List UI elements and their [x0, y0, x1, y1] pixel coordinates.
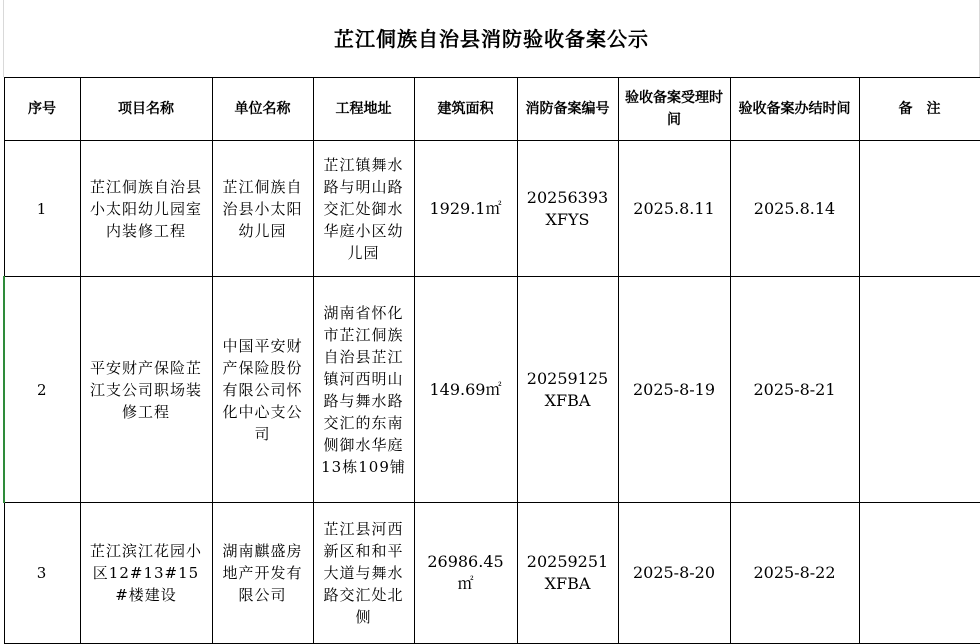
cell-address: 芷江县河西新区和和平大道与舞水路交汇处北侧 [313, 503, 414, 644]
cell-project: 平安财产保险芷江支公司职场装修工程 [80, 277, 212, 503]
header-unit: 单位名称 [212, 78, 313, 141]
cell-no: 2 [4, 277, 80, 503]
cell-unit: 芷江侗族自治县小太阳幼儿园 [212, 141, 313, 277]
cell-remark [859, 141, 980, 277]
cell-no: 3 [4, 503, 80, 644]
header-record-no: 消防备案编号 [517, 78, 618, 141]
page-title: 芷江侗族自治县消防验收备案公示 [334, 26, 649, 51]
cell-area: 1929.1㎡ [414, 141, 517, 277]
cell-finish-time: 2025-8-22 [730, 503, 859, 644]
cell-record-no: 20259125XFBA [517, 277, 618, 503]
cell-remark [859, 277, 980, 503]
header-accept-time: 验收备案受理时间 [618, 78, 730, 141]
cell-project: 芷江滨江花园小区12#13#15#楼建设 [80, 503, 212, 644]
header-address: 工程地址 [313, 78, 414, 141]
table-row [4, 141, 980, 277]
cell-remark [859, 503, 980, 644]
title-row [3, 0, 980, 77]
header-project: 项目名称 [80, 78, 212, 141]
cell-address: 湖南省怀化市芷江侗族自治县芷江镇河西明山路与舞水路交汇的东南侧御水华庭13栋109铺 [313, 277, 414, 503]
cell-record-no: 20256393XFYS [517, 141, 618, 277]
cell-area: 26986.45㎡ [414, 503, 517, 644]
header-row [4, 78, 980, 141]
cell-finish-time: 2025-8-21 [730, 277, 859, 503]
header-remark: 备 注 [859, 78, 980, 141]
table-row [4, 503, 980, 644]
header-area: 建筑面积 [414, 78, 517, 141]
cell-area: 149.69㎡ [414, 277, 517, 503]
cell-accept-time: 2025-8-20 [618, 503, 730, 644]
cell-accept-time: 2025.8.11 [618, 141, 730, 277]
header-no: 序号 [4, 78, 80, 141]
cell-finish-time: 2025.8.14 [730, 141, 859, 277]
cell-unit: 湖南麒盛房地产开发有限公司 [212, 503, 313, 644]
cell-project: 芷江侗族自治县小太阳幼儿园室内装修工程 [80, 141, 212, 277]
cell-address: 芷江镇舞水路与明山路交汇处御水华庭小区幼儿园 [313, 141, 414, 277]
header-finish-time: 验收备案办结时间 [730, 78, 859, 141]
table-row [4, 277, 980, 503]
cell-unit: 中国平安财产保险股份有限公司怀化中心支公司 [212, 277, 313, 503]
cell-record-no: 20259251XFBA [517, 503, 618, 644]
cell-accept-time: 2025-8-19 [618, 277, 730, 503]
record-table [3, 77, 980, 644]
cell-no: 1 [4, 141, 80, 277]
